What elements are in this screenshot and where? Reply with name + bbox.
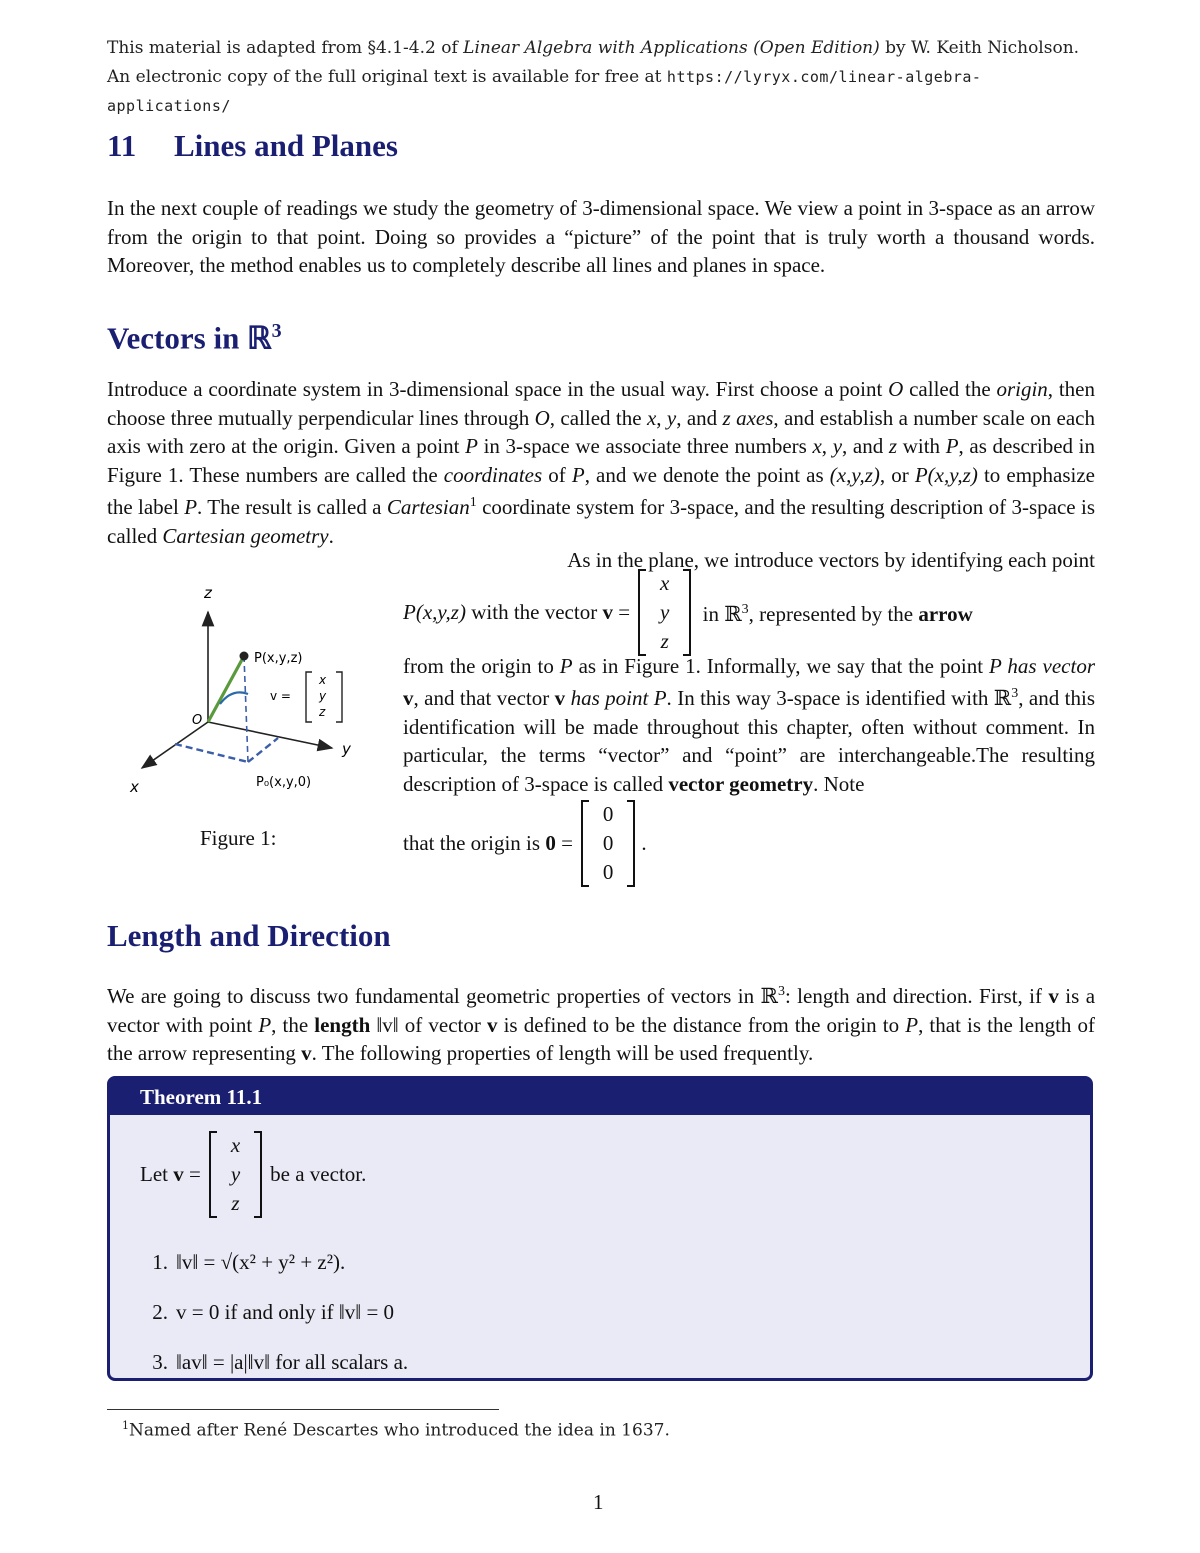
theorem-list	[140, 1237, 408, 1387]
fig-vec-z: z	[319, 705, 326, 719]
book-title: Linear Algebra with Applications (Open Edition)	[463, 38, 880, 58]
zero-vector-matrix: 0 0 0	[581, 800, 636, 887]
footnote-rule	[107, 1409, 499, 1410]
length-paragraph: We are going to discuss two fundamental geometric properties of vectors in ℝ$^3$: length and direction. First, if v is a vector with point P, the length ‖v‖ of vector v is defined to be the distance from the origin to P, that is the length of the arrow representing v. The following properties of length will be used frequently.	[107, 984, 1096, 1065]
theorem-title: Theorem 11.1	[110, 1079, 1090, 1115]
fig-vec-x: x	[319, 673, 327, 687]
fig-bracket-left	[306, 672, 312, 722]
vector-v	[208, 656, 244, 722]
label-y: y	[342, 740, 351, 758]
page-number: 1	[593, 1490, 604, 1514]
label-v-eq: v =	[270, 689, 291, 703]
theorem-vector-matrix: x y z	[209, 1131, 262, 1218]
vectors-heading: Vectors in ℝ$^3$	[107, 320, 282, 356]
section-title: Lines and Planes	[174, 128, 398, 163]
theorem-item: 3. ‖av‖ = |a|‖v‖ for all scalars a.	[152, 1350, 409, 1374]
footnote-ref[interactable]: 1	[469, 495, 477, 510]
label-O: O	[192, 713, 203, 728]
fig-bracket-right	[336, 672, 342, 722]
section-heading	[107, 128, 398, 164]
theorem-item: 1. ‖v‖ = √(x² + y² + z²).	[152, 1250, 346, 1274]
source-note: This material is adapted from §4.1-4.2 of Linear Algebra with Applications (Open Edition) by W. Keith Nicholson. An electronic copy of the full original text is available for free at https://lyryx.com/linear-algebra-applications/	[107, 38, 1080, 115]
dashed-proj-1	[175, 744, 248, 762]
intro-paragraph: In the next couple of readings we study the geometry of 3-dimensional space. We view a point in 3-space as an arrow from the origin to that point. Doing so provides a “picture” of the point that is truly worth a thousand words. Moreover, the method enables us to completely describe all lines and planes in space.	[107, 196, 1095, 277]
dashed-proj-2	[248, 738, 278, 762]
theorem-item: 2. v = 0 if and only if ‖v‖ = 0	[152, 1300, 395, 1324]
figure-caption: Figure 1:	[200, 826, 277, 850]
theorem-let: Let v = x y z be a vector.	[140, 1131, 366, 1218]
vectors-paragraph-1: Introduce a coordinate system in 3-dimensional space in the usual way. First choose a point O called the origin, then choose three mutually perpendicular lines through O, called the x, y, and z axes, and establish a number scale on each axis with zero at the origin. Given a point P in 3-space we associate three numbers x, y, and z with P, as described in Figure 1. These numbers are called the coordinates of P, and we denote the point as (x,y,z), or P(x,y,z) to emphasize the label P. The result is called a Cartesian$^1$ coordinate system for 3-space, and the resulting description of 3-space is called Cartesian geometry.	[107, 377, 1095, 548]
label-P: P(x,y,z)	[254, 651, 303, 666]
point-P	[240, 652, 249, 661]
fig-vec-y: y	[319, 689, 327, 703]
vectors-paragraph-2: As in the plane, we introduce vectors by identifying each point P(x,y,z) with the vector v = x y z in ℝ$^3$, represented by the arrow from the origin to P as in Figure 1. Informally, we say that the point P has vector v, and that vector v has point P. In this way 3-space is identified with ℝ$^3$, and this identification will be made throughout this chapter, often without comment. In particular, the terms “vector” and “point” are interchangeable.The resulting description of 3-space is called vector geometry. Note that the origin is 0 = 0 0 0 .	[403, 546, 1095, 887]
dashed-drop	[244, 656, 248, 762]
label-P0: P₀(x,y,0)	[256, 775, 312, 790]
label-z: z	[204, 584, 212, 602]
figure-1	[120, 576, 380, 806]
footnote: $^1$Named after René Descartes who introduced the idea in 1637.	[122, 1419, 670, 1441]
source-url[interactable]: https://lyryx.com/linear-algebra-applications/	[107, 68, 982, 115]
coordinate-diagram	[120, 576, 380, 806]
vector-v-matrix: x y z	[638, 569, 691, 656]
section-number: 11	[107, 128, 137, 163]
label-x: x	[130, 778, 139, 796]
theorem-box	[107, 1076, 1093, 1381]
length-heading: Length and Direction	[107, 918, 391, 953]
